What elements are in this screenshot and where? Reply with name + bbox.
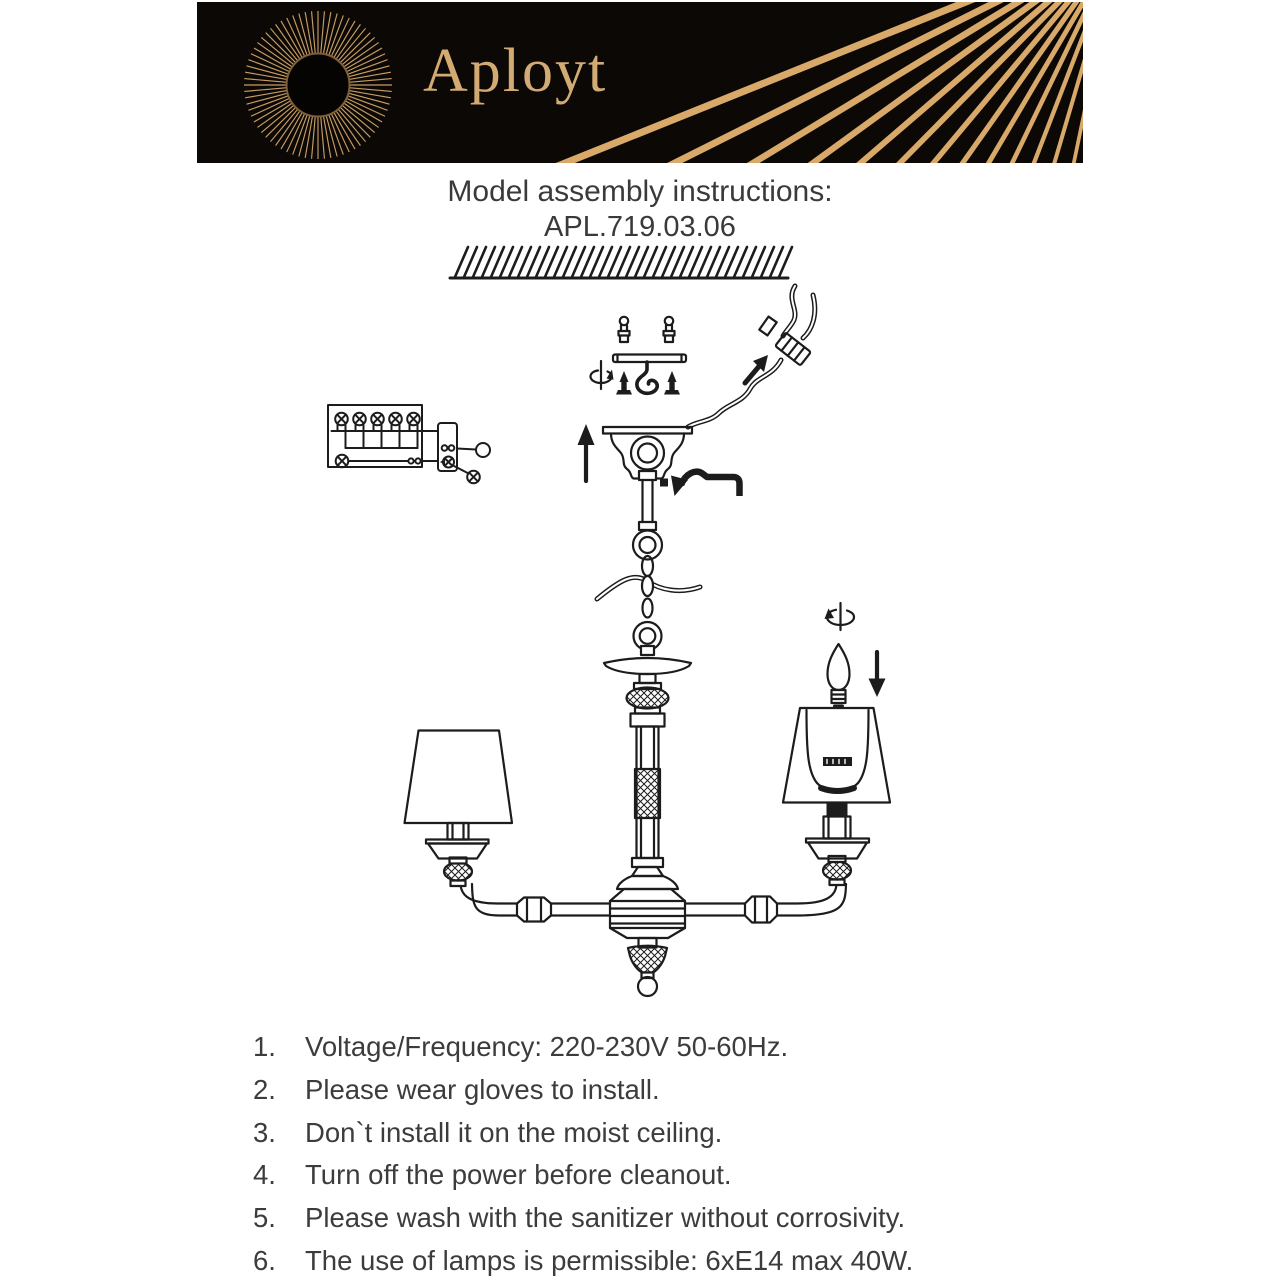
model-number: APL.719.03.06 — [544, 211, 736, 243]
wall-anchor-icon — [619, 317, 630, 342]
instructions-list — [0, 1026, 1280, 1280]
page-title: Model assembly instructions: — [447, 175, 833, 208]
instruction-item — [0, 1197, 1280, 1240]
down-arrow-icon — [869, 652, 886, 697]
item-number: 6. — [253, 1244, 276, 1276]
brand-logo-text: Aployt — [423, 37, 608, 105]
instruction-item — [0, 1026, 1280, 1069]
item-text: Please wear gloves to install. — [305, 1073, 660, 1105]
left-arm-icon — [461, 884, 611, 922]
rotate-icon — [825, 603, 855, 630]
screw-icon — [664, 371, 680, 395]
screw-icon — [616, 371, 632, 395]
item-text: Please wash with the sanitizer without corrosivity. — [305, 1202, 906, 1234]
item-number: 5. — [253, 1202, 276, 1234]
chain-icon — [597, 531, 700, 651]
item-text: The use of lamps is permissible: 6xE14 max 40W. — [305, 1244, 914, 1276]
right-shade-icon — [783, 708, 890, 885]
wire-connector-icon — [688, 286, 815, 427]
lamp-symbols — [335, 413, 420, 426]
item-number: 2. — [253, 1073, 276, 1105]
finial-icon — [628, 938, 667, 996]
instruction-item — [0, 1069, 1280, 1112]
item-number: 1. — [253, 1031, 276, 1062]
instruction-item — [0, 1154, 1280, 1197]
right-arm-icon — [685, 884, 846, 923]
rotate-icon — [591, 361, 614, 389]
item-text: Turn off the power before cleanout. — [305, 1159, 732, 1191]
arm-hub-icon — [610, 889, 685, 938]
socket-band — [827, 802, 848, 817]
ceiling-hatch-icon — [455, 247, 792, 277]
ceiling-hook-icon — [637, 362, 657, 393]
hang-hook-arrow-icon — [660, 472, 740, 496]
item-text: Don`t install it on the moist ceiling. — [305, 1116, 723, 1148]
wiring-diagram-icon — [328, 405, 490, 483]
center-column-icon — [604, 646, 691, 889]
left-shade-icon — [405, 731, 513, 887]
item-number: 3. — [253, 1116, 276, 1148]
mounting-bar-icon — [613, 355, 686, 363]
instruction-item — [0, 1240, 1280, 1280]
up-arrow-icon — [578, 424, 595, 481]
item-number: 4. — [253, 1159, 276, 1191]
wall-anchor-icon — [664, 317, 675, 342]
instruction-item — [0, 1112, 1280, 1155]
bulb-icon — [828, 644, 850, 706]
item-text: Voltage/Frequency: 220-230V 50-60Hz. — [305, 1031, 789, 1062]
